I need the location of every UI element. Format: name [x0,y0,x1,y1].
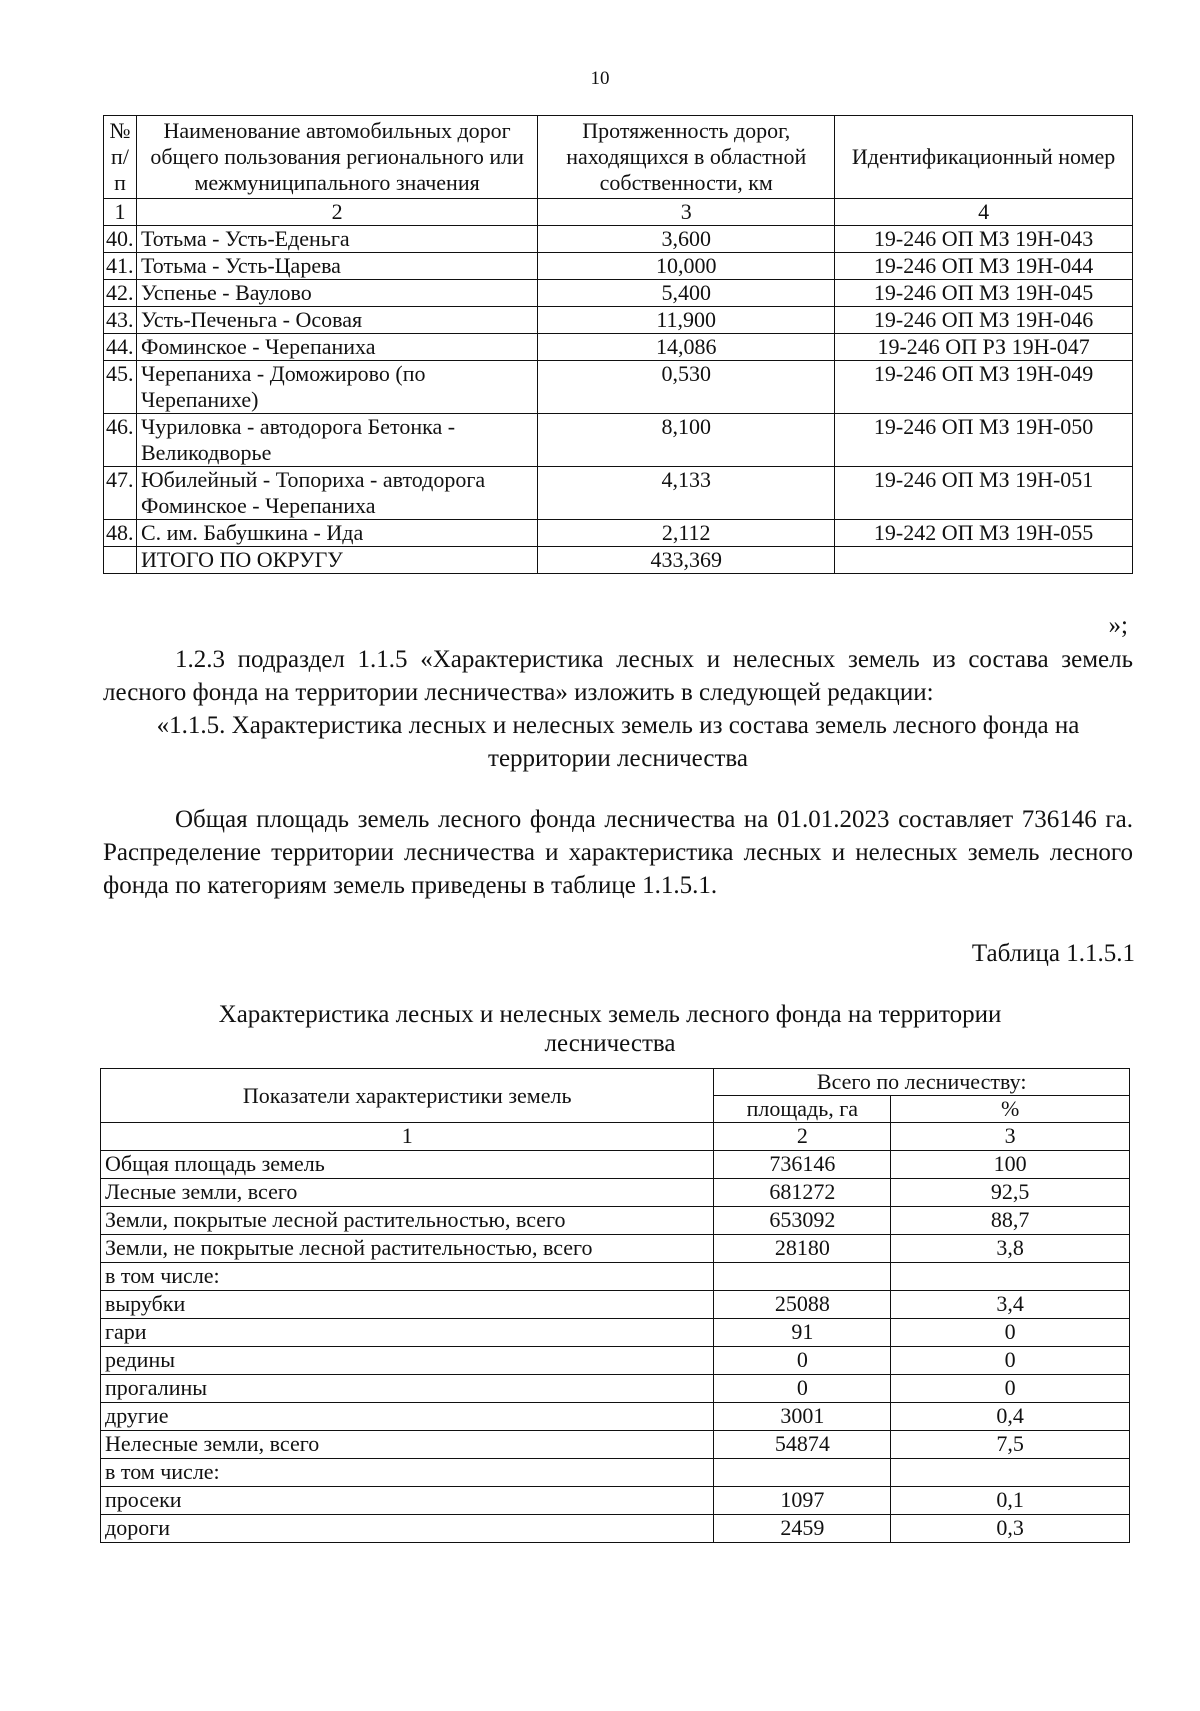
road-length: 0,530 [538,361,835,414]
road-length: 11,900 [538,307,835,334]
road-num: 42. [104,280,137,307]
roads-total-row [104,547,1133,574]
land-area: 28180 [714,1235,891,1263]
land-indicator: Нелесные земли, всего [101,1431,714,1459]
road-id: 19-242 ОП МЗ 19Н-055 [835,520,1133,547]
land-percent [891,1459,1130,1487]
road-name: Успенье - Ваулово [136,280,537,307]
road-id: 19-246 ОП МЗ 19Н-049 [835,361,1133,414]
road-name: Фоминское - Черепаниха [136,334,537,361]
road-num: 46. [104,414,137,467]
land-area: 91 [714,1319,891,1347]
land-area: 681272 [714,1179,891,1207]
roads-total-num [104,547,137,574]
road-id: 19-246 ОП МЗ 19Н-045 [835,280,1133,307]
land-indicator: Лесные земли, всего [101,1179,714,1207]
land-indicator: дороги [101,1515,714,1543]
table-row [101,1151,1130,1179]
road-id: 19-246 ОП МЗ 19Н-051 [835,467,1133,520]
table-row [101,1179,1130,1207]
land-indicator: в том числе: [101,1263,714,1291]
roads-index-cell: 3 [538,199,835,226]
table-row [101,1235,1130,1263]
road-num: 48. [104,520,137,547]
land-table [100,1068,1130,1543]
road-id: 19-246 ОП РЗ 19Н-047 [835,334,1133,361]
road-name: С. им. Бабушкина - Ида [136,520,537,547]
land-area: 2459 [714,1515,891,1543]
land-header-row [101,1069,1130,1096]
land-area: 25088 [714,1291,891,1319]
land-percent: 0 [891,1375,1130,1403]
land-index-cell: 2 [714,1123,891,1151]
closing-quote: »; [1108,612,1128,639]
road-num: 44. [104,334,137,361]
road-id: 19-246 ОП МЗ 19Н-043 [835,226,1133,253]
land-indicator: вырубки [101,1291,714,1319]
land-area: 653092 [714,1207,891,1235]
land-area: 54874 [714,1431,891,1459]
table-row [101,1319,1130,1347]
table-row [101,1291,1130,1319]
land-percent: 0 [891,1347,1130,1375]
roads-table [103,115,1133,574]
road-num: 45. [104,361,137,414]
land-area: 3001 [714,1403,891,1431]
table-row [101,1515,1130,1543]
roads-header-id: Идентификационный номер [835,116,1133,199]
table-row [104,280,1133,307]
land-header-indicator: Показатели характеристики земель [101,1069,714,1123]
land-percent: 7,5 [891,1431,1130,1459]
roads-total-length: 433,369 [538,547,835,574]
road-length: 14,086 [538,334,835,361]
roads-index-cell: 2 [136,199,537,226]
table-row [101,1403,1130,1431]
amendment-paragraph: 1.2.3 подраздел 1.1.5 «Характеристика лесных и нелесных земель из состава земель лесного фонда на территории лесничества» изложить в следующей редакции: [103,646,1133,706]
land-indicator: прогалины [101,1375,714,1403]
land-indicator: в том числе: [101,1459,714,1487]
table-row [101,1207,1130,1235]
land-index-row [101,1123,1130,1151]
land-indicator: Земли, покрытые лесной растительностью, всего [101,1207,714,1235]
land-percent: 3,8 [891,1235,1130,1263]
body-paragraph: Общая площадь земель лесного фонда лесничества на 01.01.2023 составляет 736146 га. Распределение территории лесничества и характеристика лесных и нелесных земель лесного фонда по категориям земель приведены в таблице 1.1.5.1. [103,806,1133,899]
land-index-cell: 1 [101,1123,714,1151]
roads-index-cell: 1 [104,199,137,226]
roads-index-cell: 4 [835,199,1133,226]
table-row [104,307,1133,334]
road-id: 19-246 ОП МЗ 19Н-050 [835,414,1133,467]
table-label: Таблица 1.1.5.1 [971,940,1135,967]
road-length: 8,100 [538,414,835,467]
table-row [101,1459,1130,1487]
table-row [101,1487,1130,1515]
road-length: 5,400 [538,280,835,307]
land-area: 736146 [714,1151,891,1179]
section-heading: «1.1.5. Характеристика лесных и нелесных земель из состава земель лесного фонда на территории лесничества [156,712,1080,772]
land-percent: 0,1 [891,1487,1130,1515]
land-percent: 0,3 [891,1515,1130,1543]
page-number: 10 [590,68,610,89]
table-row [101,1431,1130,1459]
land-area [714,1459,891,1487]
land-indicator: другие [101,1403,714,1431]
roads-index-row [104,199,1133,226]
road-name: Юбилейный - Топориха - автодорога Фоминское - Черепаниха [136,467,537,520]
land-percent: 3,4 [891,1291,1130,1319]
roads-header-name: Наименование автомобильных дорог общего пользования регионального или межмуниципального значения [136,116,537,199]
roads-header-row [104,116,1133,199]
road-name: Тотьма - Усть-Царева [136,253,537,280]
land-area: 1097 [714,1487,891,1515]
land-indicator: Земли, не покрытые лесной растительностью, всего [101,1235,714,1263]
table-row [101,1375,1130,1403]
land-percent [891,1263,1130,1291]
table-row [104,226,1133,253]
land-table-body [101,1151,1130,1543]
land-header-percent: % [891,1096,1130,1123]
table-row [104,414,1133,467]
land-indicator: гари [101,1319,714,1347]
road-name: Черепаниха - Доможирово (по Черепанихе) [136,361,537,414]
road-id: 19-246 ОП МЗ 19Н-044 [835,253,1133,280]
land-percent: 88,7 [891,1207,1130,1235]
roads-header-num: № п/п [104,116,137,199]
roads-total-label: ИТОГО ПО ОКРУГУ [136,547,537,574]
land-header-total: Всего по лесничеству: [714,1069,1130,1096]
land-area: 0 [714,1375,891,1403]
table-row [104,253,1133,280]
road-id: 19-246 ОП МЗ 19Н-046 [835,307,1133,334]
road-length: 2,112 [538,520,835,547]
road-name: Тотьма - Усть-Еденьга [136,226,537,253]
road-name: Усть-Печеньга - Осовая [136,307,537,334]
table-row [101,1263,1130,1291]
table-row [104,520,1133,547]
roads-total-id [835,547,1133,574]
road-num: 43. [104,307,137,334]
road-length: 10,000 [538,253,835,280]
land-index-cell: 3 [891,1123,1130,1151]
road-num: 41. [104,253,137,280]
land-indicator: Общая площадь земель [101,1151,714,1179]
roads-header-length: Протяженность дорог, находящихся в областной собственности, км [538,116,835,199]
land-percent: 0 [891,1319,1130,1347]
road-num: 40. [104,226,137,253]
land-indicator: редины [101,1347,714,1375]
land-percent: 0,4 [891,1403,1130,1431]
land-area: 0 [714,1347,891,1375]
table-row [101,1347,1130,1375]
land-percent: 92,5 [891,1179,1130,1207]
road-length: 3,600 [538,226,835,253]
land-indicator: просеки [101,1487,714,1515]
land-header-area: площадь, га [714,1096,891,1123]
land-area [714,1263,891,1291]
roads-table-body [104,226,1133,547]
table-row [104,334,1133,361]
table-row [104,467,1133,520]
road-name: Чуриловка - автодорога Бетонка - Великодворье [136,414,537,467]
road-num: 47. [104,467,137,520]
table-row [104,361,1133,414]
land-percent: 100 [891,1151,1130,1179]
table-title: Характеристика лесных и нелесных земель лесного фонда на территории лесничества [218,1001,1002,1057]
road-length: 4,133 [538,467,835,520]
